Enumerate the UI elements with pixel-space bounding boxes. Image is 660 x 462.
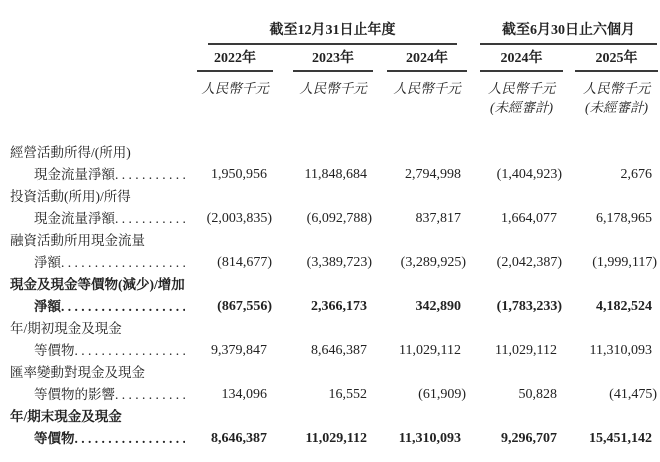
row-values-line bbox=[10, 164, 660, 186]
row-label-line2: 等價物 bbox=[34, 431, 75, 446]
unit-label: 人民幣千元 bbox=[582, 81, 651, 96]
value-2025-h1: 4,182,524 bbox=[596, 299, 652, 314]
dot-leader bbox=[61, 296, 185, 318]
table-body bbox=[10, 142, 660, 450]
value-2024: (61,909) bbox=[418, 387, 466, 402]
row-label-line2-cell bbox=[10, 428, 197, 450]
value-2024: 11,310,093 bbox=[398, 431, 461, 446]
value-2022: (867,556) bbox=[217, 299, 272, 314]
year-header-2023: 2023年 bbox=[273, 45, 373, 72]
value-2025-h1: 11,310,093 bbox=[589, 343, 652, 358]
value-2022: 8,646,387 bbox=[211, 431, 267, 446]
dot-leader bbox=[61, 252, 185, 274]
value-2025-h1: 6,178,965 bbox=[596, 211, 652, 226]
year-header-2024-h1: 2024年 bbox=[467, 45, 563, 72]
row-label-line2-cell bbox=[10, 164, 197, 186]
value-2022: (2,003,835) bbox=[206, 211, 272, 226]
row-label-line2: 淨額 bbox=[34, 299, 61, 314]
value-2024: 837,817 bbox=[415, 211, 461, 226]
row-label-line2-cell bbox=[10, 252, 197, 274]
value-2023: 11,029,112 bbox=[305, 431, 367, 446]
unaudited-note: (未經審計) bbox=[585, 100, 648, 115]
dot-leader bbox=[115, 384, 185, 406]
column-group-annual bbox=[197, 22, 467, 45]
value-2022: 1,950,956 bbox=[211, 167, 267, 182]
table-row bbox=[10, 230, 660, 274]
unaudited-note: (未經審計) bbox=[490, 100, 553, 115]
column-group-interim-title: 截至6月30日止六個月 bbox=[480, 22, 657, 45]
row-values-line bbox=[10, 296, 660, 318]
row-values-line bbox=[10, 384, 660, 406]
row-label-line2-cell bbox=[10, 296, 197, 318]
value-2023: (3,389,723) bbox=[306, 255, 372, 270]
year-header-2025-h1: 2025年 bbox=[563, 45, 658, 72]
unit-label: 人民幣千元 bbox=[201, 81, 269, 96]
table-row bbox=[10, 362, 660, 406]
value-2023: (6,092,788) bbox=[306, 211, 372, 226]
column-group-interim bbox=[467, 22, 658, 45]
unit-label: 人民幣千元 bbox=[299, 81, 367, 96]
value-2025-h1: 2,676 bbox=[620, 167, 652, 182]
dot-leader bbox=[115, 208, 185, 230]
value-2025-h1: 15,451,142 bbox=[589, 431, 652, 446]
row-label-line2-cell bbox=[10, 208, 197, 230]
row-values-line bbox=[10, 208, 660, 230]
row-label-line2: 現金流量淨額 bbox=[34, 211, 115, 226]
row-label-line1: 融資活動所用現金流量 bbox=[10, 233, 145, 248]
column-group-annual-title: 截至12月31日止年度 bbox=[208, 22, 457, 45]
value-2024-h1: 11,029,112 bbox=[495, 343, 557, 358]
row-label-line1: 現金及現金等價物(減少)/增加 bbox=[10, 277, 185, 292]
row-label-line1: 年/期初現金及現金 bbox=[10, 321, 122, 336]
table-row bbox=[10, 274, 660, 318]
value-2023: 8,646,387 bbox=[311, 343, 367, 358]
column-group-row bbox=[10, 22, 660, 45]
value-2024: 2,794,998 bbox=[405, 167, 461, 182]
row-label-line2: 等價物的影響 bbox=[34, 387, 115, 402]
value-2023: 2,366,173 bbox=[311, 299, 367, 314]
row-values-line bbox=[10, 428, 660, 450]
table-row bbox=[10, 318, 660, 362]
row-label-line2-cell bbox=[10, 340, 197, 362]
value-2025-h1: (41,475) bbox=[609, 387, 657, 402]
year-header-2022: 2022年 bbox=[197, 45, 273, 72]
unit-row bbox=[10, 72, 660, 98]
value-2024-h1: 1,664,077 bbox=[501, 211, 557, 226]
table-row bbox=[10, 186, 660, 230]
row-label-line2: 淨額 bbox=[34, 255, 61, 270]
value-2024-h1: 50,828 bbox=[518, 387, 557, 402]
value-2024: 11,029,112 bbox=[399, 343, 461, 358]
unit-label: 人民幣千元 bbox=[487, 81, 556, 96]
row-label-line1: 匯率變動對現金及現金 bbox=[10, 365, 145, 380]
value-2024: (3,289,925) bbox=[400, 255, 466, 270]
row-label-line2: 等價物 bbox=[34, 343, 75, 358]
value-2023: 11,848,684 bbox=[304, 167, 367, 182]
row-label-line2-cell bbox=[10, 384, 197, 406]
row-label-line1: 年/期末現金及現金 bbox=[10, 409, 122, 424]
year-header-2024: 2024年 bbox=[373, 45, 467, 72]
value-2022: 9,379,847 bbox=[211, 343, 267, 358]
value-2022: 134,096 bbox=[221, 387, 267, 402]
value-2024: 342,890 bbox=[415, 299, 461, 314]
row-values-line bbox=[10, 340, 660, 362]
dot-leader bbox=[75, 340, 186, 362]
unit-label: 人民幣千元 bbox=[393, 81, 461, 96]
row-values-line bbox=[10, 252, 660, 274]
row-label-line1: 投資活動(所用)/所得 bbox=[10, 189, 131, 204]
table-row bbox=[10, 406, 660, 450]
value-2024-h1: (2,042,387) bbox=[496, 255, 562, 270]
value-2025-h1: (1,999,117) bbox=[592, 255, 657, 270]
value-2023: 16,552 bbox=[328, 387, 367, 402]
value-2024-h1: (1,783,233) bbox=[496, 299, 562, 314]
value-2024-h1: (1,404,923) bbox=[496, 167, 562, 182]
unaudited-note-row bbox=[10, 98, 660, 118]
year-header-row bbox=[10, 45, 660, 72]
value-2022: (814,677) bbox=[217, 255, 272, 270]
row-label-line2: 現金流量淨額 bbox=[34, 167, 115, 182]
dot-leader bbox=[75, 428, 186, 450]
dot-leader bbox=[115, 164, 185, 186]
table-row bbox=[10, 142, 660, 186]
row-label-line1: 經營活動所得/(所用) bbox=[10, 145, 131, 160]
value-2024-h1: 9,296,707 bbox=[501, 431, 557, 446]
